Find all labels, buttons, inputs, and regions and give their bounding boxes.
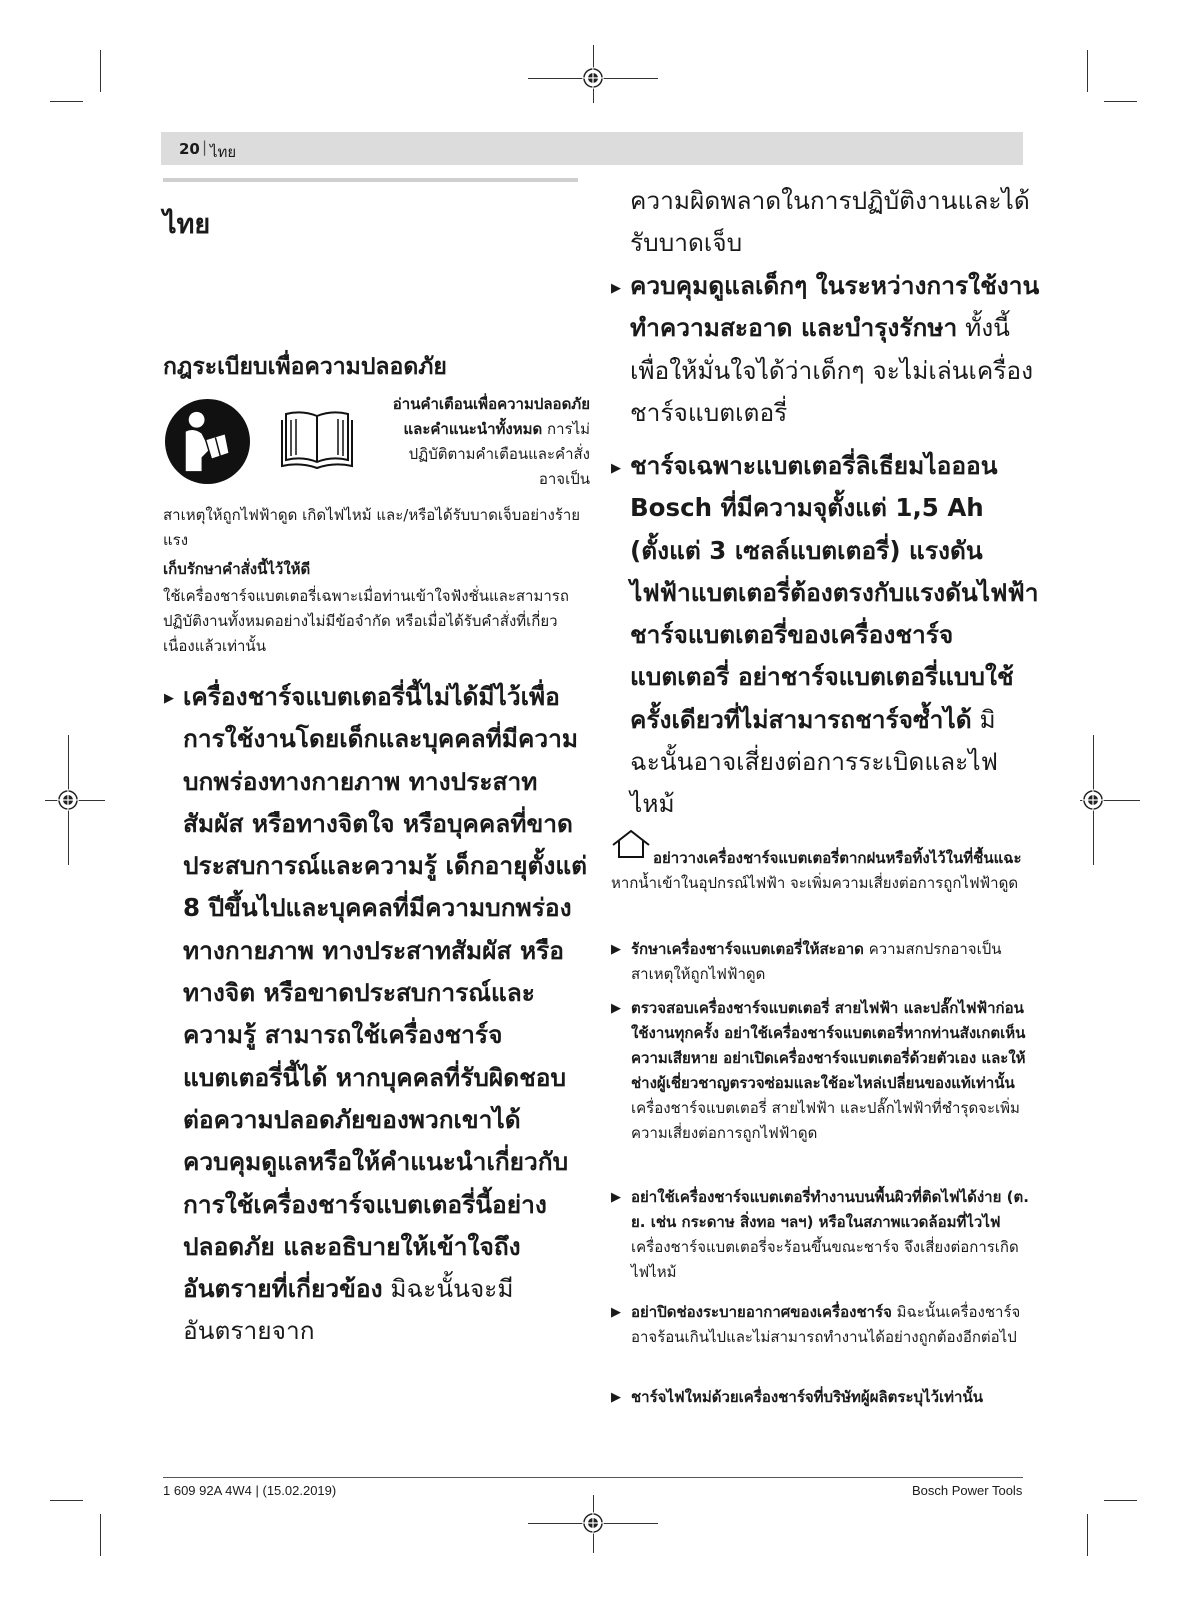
list-item-text (631, 996, 1031, 1146)
left-bullet-text (183, 676, 588, 1353)
bullet-arrow-icon: ▶ (611, 1390, 621, 1405)
bullet-arrow-icon: ▶ (611, 461, 621, 476)
right-bullet (630, 265, 1040, 434)
list-item-bold: อย่าปิดช่องระบายอากาศของเครื่องชาร์จ (631, 1303, 892, 1321)
subsection-title: กฎระเบียบเพื่อความปลอดภัย (163, 354, 447, 380)
list-item-bold: อย่าใช้เครื่องชาร์จแบตเตอรี่ทำงานบนพื้นผิวที่ติดไฟได้ง่าย (ต. ย. เช่น กระดาษ สิ่งทอ ฯลฯ) หรือในสภาพแวดล้อมที่ไวไฟ (631, 1188, 1029, 1231)
bullet-arrow-icon: ▶ (611, 281, 621, 296)
registration-mark-icon (57, 789, 79, 811)
page-number: 20 (179, 140, 200, 158)
person-reading-manual-icon (164, 398, 251, 485)
registration-mark-icon (582, 1512, 604, 1534)
list-item-text (631, 1185, 1031, 1285)
safety-warning-normal: การไม่ปฏิบัติตามคำเตือนและคำสั่งอาจเป็น (408, 420, 590, 488)
safety-warning-continued: สาเหตุให้ถูกไฟฟ้าดูด เกิดไฟไหม้ และ/หรือได้รับบาดเจ็บอย่างร้ายแรง (163, 506, 581, 549)
list-item-normal: เครื่องชาร์จแบตเตอรี่จะร้อนขึ้นขณะชาร์จ จึงเสี่ยงต่อการเกิดไฟไหม้ (631, 1238, 1019, 1281)
crop-mark (1104, 1500, 1137, 1501)
page-header (161, 132, 1023, 165)
list-item-bold: ตรวจสอบเครื่องชาร์จแบตเตอรี่ สายไฟฟ้า และปลั๊กไฟฟ้าก่อนใช้งานทุกครั้ง อย่าใช้เครื่องชาร์จแบตเตอรี่หากท่านสังเกตเห็นความเสียหาย อย่าเปิดเครื่องชาร์จแบตเตอรี่ด้วยตัวเอง และให้ช่างผู้เชี่ยวชาญตรวจซ่อมและใช้อะไหล่เปลี่ยนของแท้เท่านั้น (631, 999, 1026, 1092)
bullet-arrow-icon: ▶ (611, 1190, 621, 1205)
open-book-icon (280, 408, 354, 470)
bullet-arrow-icon: ▶ (611, 1001, 621, 1016)
crop-mark (1087, 50, 1088, 92)
keep-instructions-text: ใช้เครื่องชาร์จแบตเตอรี่เฉพาะเมื่อท่านเข้าใจฟังชั่นและสามารถปฏิบัติงานทั้งหมดอย่างไม่มีข้อจำกัด หรือเมื่อได้รับคำสั่งที่เกี่ยวเนื่องแล้วเท่านั้น (163, 587, 569, 655)
crop-mark (100, 1514, 101, 1556)
section-rule (163, 178, 578, 182)
bullet-arrow-icon: ▶ (164, 691, 174, 706)
right-bullet-normal: มิฉะนั้นอาจเสี่ยงต่อการระเบิดและไฟไหม้ (630, 704, 998, 819)
crop-mark (50, 101, 83, 102)
small-bullet-list (611, 937, 1031, 1457)
list-item-text (631, 1300, 1031, 1350)
crop-mark (50, 1500, 83, 1501)
house-note-normal: หากน้ำเข้าในอุปกรณ์ไฟฟ้า จะเพิ่มความเสี่ยงต่อการถูกไฟฟ้าดูด (611, 874, 1019, 892)
bullet-arrow-icon: ▶ (611, 1305, 621, 1320)
list-item-text (631, 1385, 1031, 1410)
safety-warning-text (385, 392, 590, 492)
list-item-normal: มิฉะนั้นเครื่องชาร์จอาจร้อนเกินไปและไม่สามารถทำงานได้อย่างถูกต้องอีกต่อไป (631, 1303, 1021, 1346)
left-bullet-normal: มิฉะนั้นจะมีอันตรายจาก (183, 1274, 514, 1346)
list-item-text (631, 937, 1031, 987)
registration-mark-icon (582, 67, 604, 89)
footer-rule (163, 1477, 1023, 1478)
registration-mark-icon (1082, 789, 1104, 811)
right-bullet-normal: ทั้งนี้เพื่อให้มั่นใจได้ว่าเด็กๆ จะไม่เล่นเครื่องชาร์จแบตเตอรี่ (630, 313, 1034, 427)
safety-warning-bold: อ่านคำเตือนเพื่อความปลอดภัยและคำแนะนำทั้งหมด (392, 395, 590, 438)
crop-mark (1087, 1514, 1088, 1556)
bullet-arrow-icon: ▶ (611, 942, 621, 957)
list-item-normal: เครื่องชาร์จแบตเตอรี่ สายไฟฟ้า และปลั๊กไฟฟ้าที่ชำรุดจะเพิ่มความเสี่ยงต่อการถูกไฟฟ้าดูด (631, 1099, 1020, 1142)
list-item-bold: ชาร์จไฟใหม่ด้วยเครื่องชาร์จที่บริษัทผู้ผลิตระบุไว้เท่านั้น (631, 1388, 983, 1406)
section-title: ไทย (163, 209, 211, 240)
left-bullet-bold: เครื่องชาร์จแบตเตอรี่นี้ไม่ได้มีไว้เพื่อการใช้งานโดยเด็กและบุคคลที่มีความบกพร่องทางกายภาพ ทางประสาทสัมผัส หรือทางจิตใจ หรือบุคคลที่ขาดประสบการณ์และความรู้ เด็กอายุตั้งแต่ 8 ปีขึ้นไปและบุคคลที่มีความบกพร่องทางกายภาพ ทางประสาทสัมผัส หรือทางจิต หรือขาดประสบการณ์และความรู้ สามารถใช้เครื่องชาร์จแบตเตอรี่นี้ได้ หากบุคคลที่รับผิดชอบต่อความปลอดภัยของพวกเขาได้ควบคุมดูแลหรือให้คำแนะนำเกี่ยวกับการใช้เครื่องชาร์จแบตเตอรี่นี้อย่างปลอดภัย และอธิบายให้เข้าใจถึงอันตรายที่เกี่ยวข้อง (183, 682, 588, 1304)
right-bullet (630, 445, 1040, 826)
right-bullet-bold: ชาร์จเฉพาะแบตเตอรี่ลิเธียมไอออน Bosch ที่มีความจุตั้งแต่ 1,5 Ah (ตั้งแต่ 3 เซลล์แบตเตอรี่) แรงดันไฟฟ้าแบตเตอรี่ต้องตรงกับแรงดันไฟฟ้าชาร์จแบตเตอรี่ของเครื่องชาร์จแบตเตอรี่ อย่าชาร์จแบตเตอรี่แบบใช้ครั้งเดียวที่ไม่สามารถชาร์จซ้ำได้ (630, 451, 1039, 734)
header-language: ไทย (210, 143, 237, 161)
list-item-normal: ความสกปรกอาจเป็นสาเหตุให้ถูกไฟฟ้าดูด (631, 940, 1002, 983)
footer-document-id: 1 609 92A 4W4 | (15.02.2019) (163, 1483, 337, 1498)
header-separator: | (202, 138, 208, 156)
footer-brand: Bosch Power Tools (912, 1483, 1023, 1498)
house-note-bold: อย่าวางเครื่องชาร์จแบตเตอรี่ตากฝนหรือทิ้งไว้ในที่ชื้นแฉะ (653, 849, 1022, 867)
crop-mark (100, 50, 101, 92)
crop-mark (1104, 101, 1137, 102)
keep-instructions-title: เก็บรักษาคำสั่งนี้ไว้ให้ดี (163, 560, 311, 578)
house-note-text (611, 846, 1031, 896)
list-item-bold: รักษาเครื่องชาร์จแบตเตอรี่ให้สะอาด (631, 940, 864, 958)
right-bullet-bold: ควบคุมดูแลเด็กๆ ในระหว่างการใช้งาน ทำความสะอาด และบำรุงรักษา (630, 271, 1040, 343)
right-continuation-text: ความผิดพลาดในการปฏิบัติงานและได้รับบาดเจ็บ (630, 186, 1030, 258)
